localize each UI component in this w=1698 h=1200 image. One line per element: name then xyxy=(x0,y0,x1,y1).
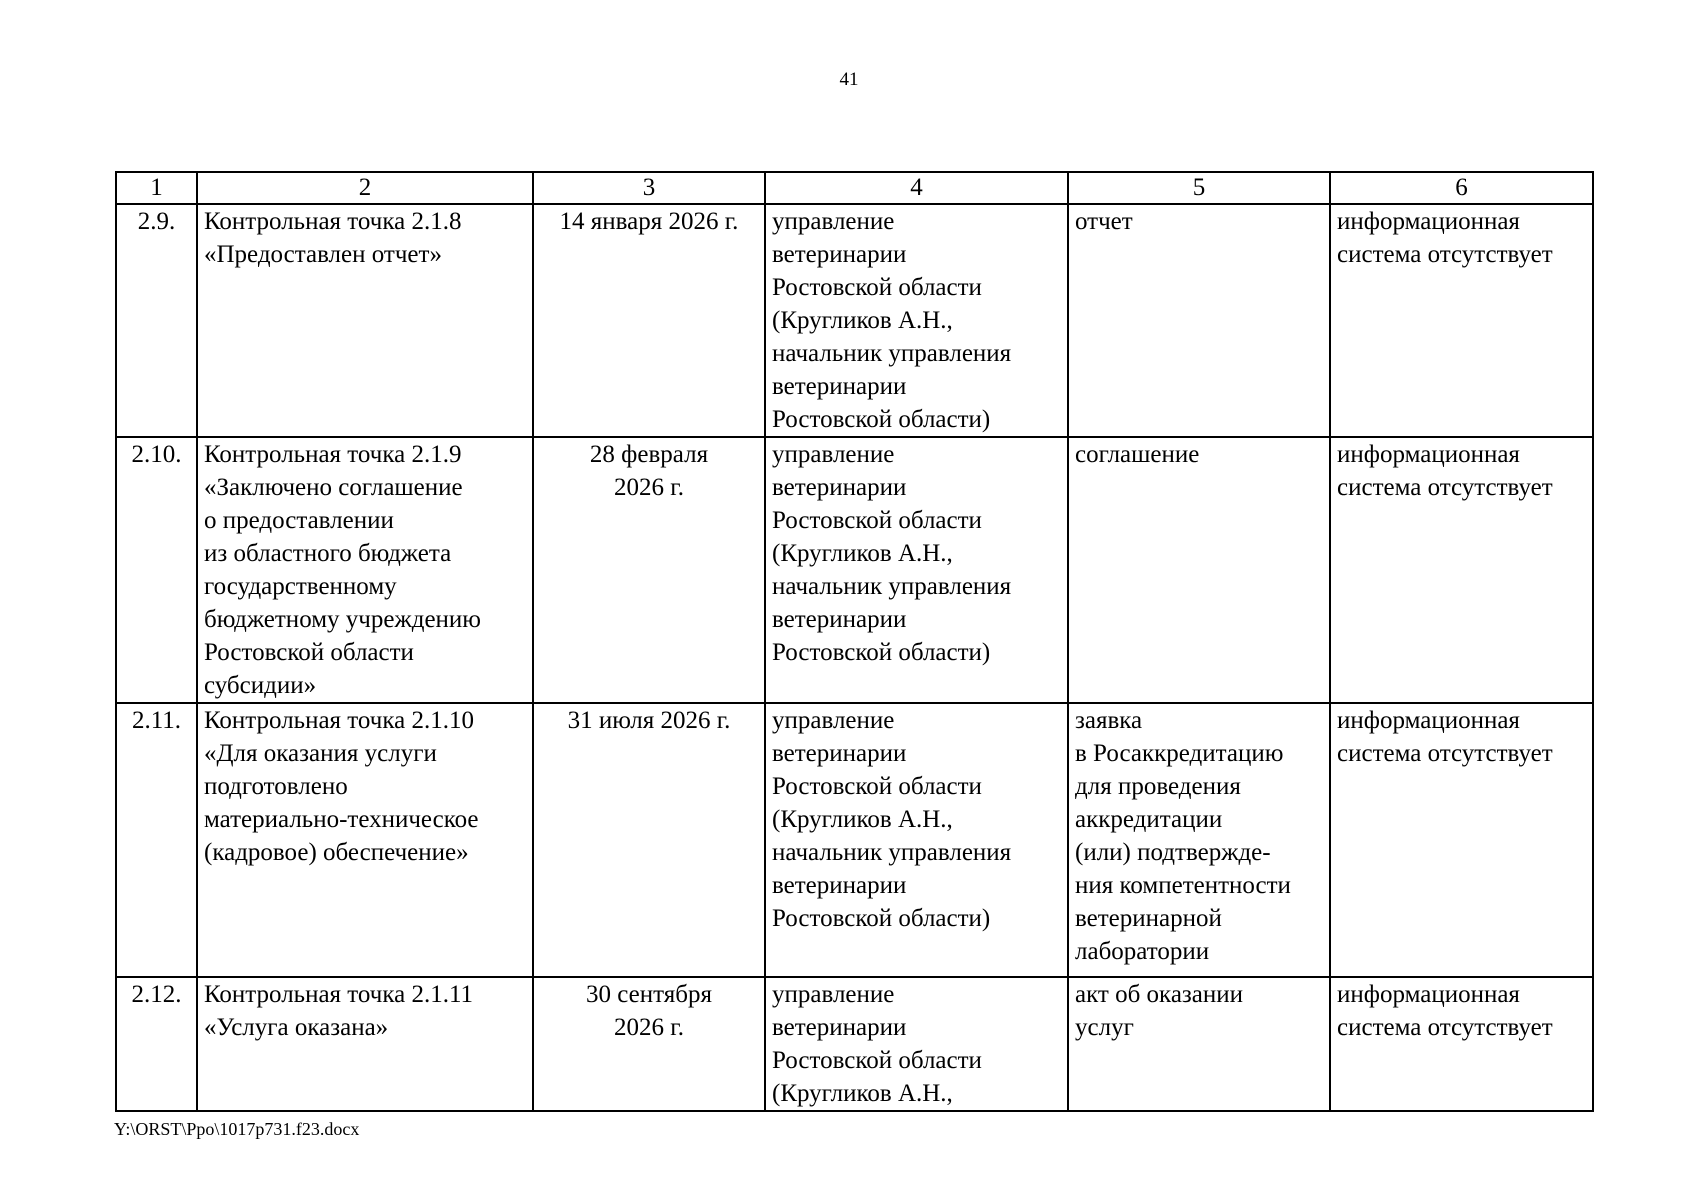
control-point-name-cell: Контрольная точка 2.1.8 «Предоставлен отчет» xyxy=(197,204,533,437)
table-row xyxy=(116,703,1593,977)
document-type-cell: заявка в Росаккредитацию для проведения аккредитации (или) подтвержде- ния компетентности ветеринарной лаборатории xyxy=(1068,703,1330,977)
info-system-cell: информационная система отсутствует xyxy=(1330,204,1593,437)
column-header-5: 5 xyxy=(1068,172,1330,204)
row-number-cell: 2.12. xyxy=(116,977,197,1111)
deadline-date-cell: 14 января 2026 г. xyxy=(533,204,765,437)
document-type-cell: акт об оказании услуг xyxy=(1068,977,1330,1111)
info-system-cell: информационная система отсутствует xyxy=(1330,977,1593,1111)
responsible-cell: управление ветеринарии Ростовской области (Кругликов А.Н., xyxy=(765,977,1068,1111)
column-header-1: 1 xyxy=(116,172,197,204)
deadline-date-cell: 31 июля 2026 г. xyxy=(533,703,765,977)
document-type-cell: соглашение xyxy=(1068,437,1330,703)
column-header-3: 3 xyxy=(533,172,765,204)
control-points-table xyxy=(115,171,1594,1112)
column-header-2: 2 xyxy=(197,172,533,204)
deadline-date-cell: 28 февраля 2026 г. xyxy=(533,437,765,703)
document-type-cell: отчет xyxy=(1068,204,1330,437)
table-row xyxy=(116,977,1593,1111)
table-row xyxy=(116,204,1593,437)
responsible-cell: управление ветеринарии Ростовской области (Кругликов А.Н., начальник управления ветеринарии Ростовской области) xyxy=(765,703,1068,977)
info-system-cell: информационная система отсутствует xyxy=(1330,703,1593,977)
row-number-cell: 2.11. xyxy=(116,703,197,977)
responsible-cell: управление ветеринарии Ростовской области (Кругликов А.Н., начальник управления ветеринарии Ростовской области) xyxy=(765,437,1068,703)
row-number-cell: 2.10. xyxy=(116,437,197,703)
control-point-name-cell: Контрольная точка 2.1.11 «Услуга оказана» xyxy=(197,977,533,1111)
control-point-name-cell: Контрольная точка 2.1.9 «Заключено соглашение о предоставлении из областного бюджета государственному бюджетному учреждению Ростовской области субсидии» xyxy=(197,437,533,703)
table-header-row xyxy=(116,172,1593,204)
control-point-name-cell: Контрольная точка 2.1.10 «Для оказания услуги подготовлено материально-техническое (кадровое) обеспечение» xyxy=(197,703,533,977)
info-system-cell: информационная система отсутствует xyxy=(1330,437,1593,703)
deadline-date-cell: 30 сентября 2026 г. xyxy=(533,977,765,1111)
table-row xyxy=(116,437,1593,703)
column-header-4: 4 xyxy=(765,172,1068,204)
page-number: 41 xyxy=(839,69,859,90)
row-number-cell: 2.9. xyxy=(116,204,197,437)
footer-file-path: Y:\ORST\Ppo\1017p731.f23.docx xyxy=(114,1119,360,1139)
column-header-6: 6 xyxy=(1330,172,1593,204)
responsible-cell: управление ветеринарии Ростовской области (Кругликов А.Н., начальник управления ветеринарии Ростовской области) xyxy=(765,204,1068,437)
